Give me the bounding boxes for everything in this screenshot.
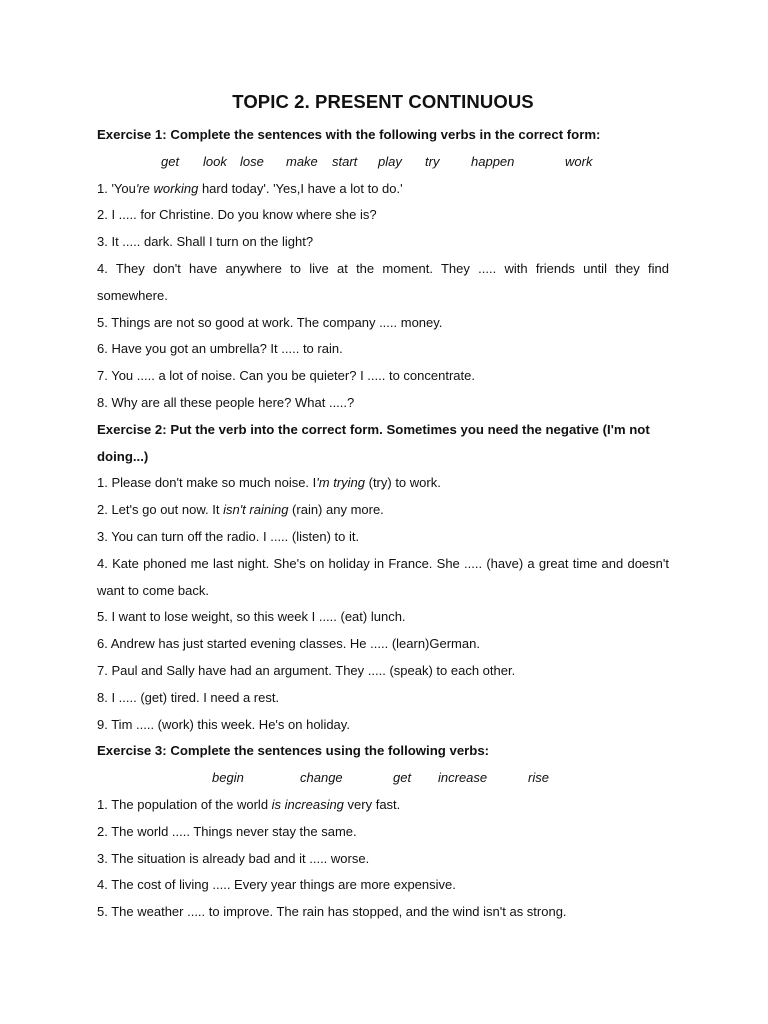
exercise-2-item-2 [97,497,669,524]
exercise-2-item-5: 5. I want to lose weight, so this week I ..... (eat) lunch. [97,609,406,625]
item-text: very fast. [343,796,401,812]
word-bank-item: get [393,770,412,786]
exercise-3-item-5: 5. The weather ..... to improve. The rain has stopped, and the wind isn't as strong. [97,904,567,920]
exercise-1-heading: Exercise 1: Complete the sentences with the following verbs in the correct form: [97,127,601,142]
item-text: 1. 'You [97,180,136,196]
exercise-3-item-4: 4. The cost of living ..... Every year things are more expensive. [97,877,456,893]
word-bank-item: begin [212,770,244,786]
word-bank-item: rise [528,770,549,786]
exercise-1-item-4: 4. They don't have anywhere to live at the moment. They ..... with friends until they find somewhere. [97,260,669,303]
exercise-3-item-3: 3. The situation is already bad and it ..... worse. [97,850,370,866]
exercise-2-item-1 [97,470,669,497]
exercise-2-item-7: 7. Paul and Sally have had an argument. They ..... (speak) to each other. [97,662,516,678]
word-bank-item: look [203,153,227,169]
exercise-1-word-bank [97,149,669,176]
word-bank-item: try [425,153,440,169]
exercise-3-item-2: 2. The world ..... Things never stay the same. [97,823,357,839]
word-bank-item: play [378,153,402,169]
exercise-1-item-6: 6. Have you got an umbrella? It ..... to rain. [97,341,343,357]
word-bank-item: get [161,153,180,169]
page-title: TOPIC 2. PRESENT CONTINUOUS [232,91,534,112]
item-text: 1. Please don't make so much noise. I [97,475,317,491]
exercise-1-item-1 [97,176,669,203]
word-bank-item: start [332,153,358,169]
exercise-1-item-3: 3. It ..... dark. Shall I turn on the light? [97,234,314,250]
example-answer: isn't raining [223,502,289,518]
item-text: hard today'. 'Yes,I have a lot to do.' [198,180,403,196]
exercise-3-item-1 [97,792,669,819]
word-bank-item: lose [240,153,264,169]
word-bank-item: change [300,770,343,786]
exercise-1-item-5: 5. Things are not so good at work. The company ..... money. [97,314,443,330]
example-answer: 'm trying [316,475,365,491]
word-bank-item: make [286,153,318,169]
word-bank-item: increase [438,770,488,786]
exercise-2-item-6: 6. Andrew has just started evening classes. He ..... (learn)German. [97,636,480,652]
item-text: (try) to work. [365,475,441,491]
item-text: (rain) any more. [288,502,384,518]
exercise-2-item-4: 4. Kate phoned me last night. She's on holiday in France. She ..... (have) a great time and doesn't want to come back. [97,555,669,598]
word-bank-item: happen [471,153,515,169]
example-answer: is increasing [271,796,344,812]
exercise-2-item-9: 9. Tim ..... (work) this week. He's on holiday. [97,716,350,732]
exercise-1-item-2: 2. I ..... for Christine. Do you know where she is? [97,207,377,223]
exercise-1-item-7: 7. You ..... a lot of noise. Can you be quieter? I ..... to concentrate. [97,368,475,384]
exercise-3-word-bank [97,765,669,792]
word-bank-item: work [565,153,593,169]
worksheet-content [97,88,669,926]
example-answer: 're working [135,180,199,196]
exercise-2-item-3: 3. You can turn off the radio. I ..... (listen) to it. [97,528,360,544]
exercise-1-item-8: 8. Why are all these people here? What .....? [97,394,355,410]
item-text: 1. The population of the world [97,796,272,812]
item-text: 2. Let's go out now. It [97,502,224,518]
exercise-2-heading: Exercise 2: Put the verb into the correct form. Sometimes you need the negative (I'm not doing...) [97,421,650,464]
exercise-2-item-8: 8. I ..... (get) tired. I need a rest. [97,689,280,705]
exercise-3-heading: Exercise 3: Complete the sentences using the following verbs: [97,743,490,759]
